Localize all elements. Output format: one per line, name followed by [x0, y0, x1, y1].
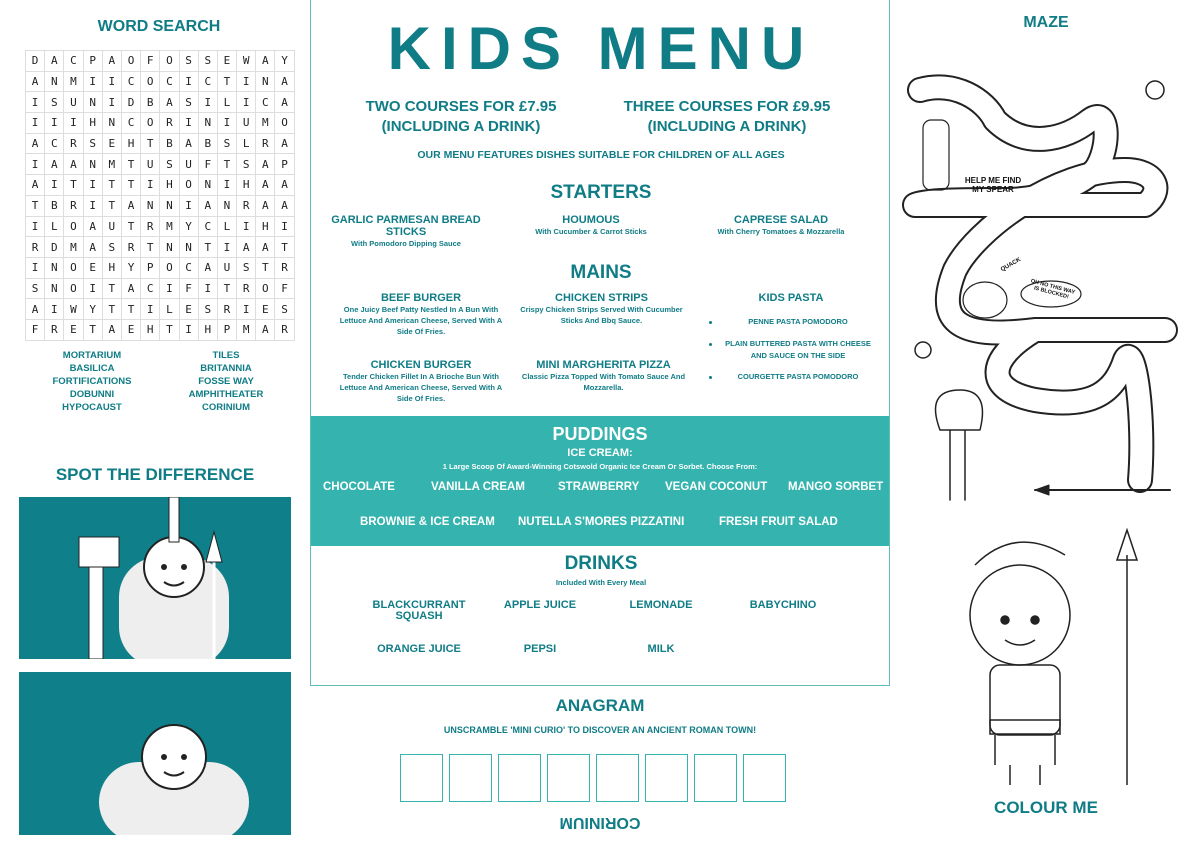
flavour: CHOCOLATE	[323, 481, 395, 493]
mains-heading: MAINS	[570, 262, 632, 283]
grid-cell[interactable]: O	[122, 51, 141, 72]
anagram-letter-box[interactable]	[400, 754, 443, 802]
word-list-item: BRITANNIA	[200, 363, 252, 374]
grid-cell[interactable]: O	[256, 279, 275, 300]
grid-cell[interactable]: I	[218, 113, 237, 134]
grid-cell[interactable]: I	[103, 92, 122, 113]
grid-cell[interactable]: A	[256, 175, 275, 196]
grid-cell[interactable]: I	[218, 175, 237, 196]
grid-cell[interactable]: T	[64, 175, 83, 196]
grid-cell[interactable]: I	[160, 279, 179, 300]
grid-cell[interactable]: C	[45, 134, 64, 155]
colour-me-soldier[interactable]	[955, 525, 1150, 790]
item-name: MINI MARGHERITA PIZZA	[536, 359, 671, 371]
grid-cell[interactable]: H	[237, 175, 256, 196]
starters-heading: STARTERS	[550, 182, 652, 203]
drink: ORANGE JUICE	[377, 643, 461, 655]
grid-cell[interactable]: H	[199, 320, 218, 341]
word-search-list	[25, 350, 293, 413]
quack-text: QUACK	[999, 256, 1023, 274]
grid-cell[interactable]: I	[180, 113, 199, 134]
spot-difference-title: SPOT THE DIFFERENCE	[55, 465, 255, 484]
grid-cell[interactable]: R	[45, 320, 64, 341]
grid-cell[interactable]: P	[275, 154, 294, 175]
grid-cell[interactable]: O	[141, 72, 160, 93]
grid-cell[interactable]: S	[26, 279, 45, 300]
grid-cell[interactable]: S	[180, 92, 199, 113]
item-desc: Classic Pizza Topped With Tomato Sauce And Mozzarella.	[521, 372, 686, 392]
grid-cell[interactable]: R	[160, 113, 179, 134]
grid-cell[interactable]: R	[237, 196, 256, 217]
item-name: CAPRESE SALAD	[733, 214, 829, 226]
grid-cell[interactable]: I	[275, 217, 294, 238]
drinks-note: Included With Every Meal	[555, 578, 647, 587]
drink: MILK	[647, 643, 675, 655]
grid-cell[interactable]: O	[141, 113, 160, 134]
grid-cell[interactable]: T	[141, 237, 160, 258]
grid-cell[interactable]: U	[180, 154, 199, 175]
grid-cell[interactable]: I	[237, 92, 256, 113]
grid-cell[interactable]: T	[256, 258, 275, 279]
menu-tagline: OUR MENU FEATURES DISHES SUITABLE FOR CHILDREN OF ALL AGES	[417, 149, 785, 161]
grid-cell[interactable]: E	[84, 258, 103, 279]
grid-cell[interactable]: O	[64, 217, 83, 238]
menu-panel	[310, 0, 890, 686]
grid-cell[interactable]: P	[218, 320, 237, 341]
grid-cell[interactable]: S	[199, 51, 218, 72]
grid-cell[interactable]: N	[218, 196, 237, 217]
three-course-price	[607, 97, 847, 137]
grid-cell[interactable]: T	[84, 320, 103, 341]
grid-cell[interactable]: M	[64, 72, 83, 93]
grid-cell[interactable]: H	[141, 320, 160, 341]
grid-cell[interactable]: T	[103, 299, 122, 320]
grid-cell[interactable]: H	[84, 113, 103, 134]
grid-cell[interactable]: A	[275, 196, 294, 217]
maze-title: MAZE	[1023, 14, 1069, 31]
word-list-item: BASILICA	[69, 363, 115, 374]
grid-cell[interactable]: I	[237, 217, 256, 238]
grid-cell[interactable]: B	[45, 196, 64, 217]
grid-cell[interactable]: T	[275, 237, 294, 258]
grid-cell[interactable]: R	[122, 237, 141, 258]
grid-cell[interactable]: T	[141, 134, 160, 155]
grid-cell[interactable]: T	[103, 279, 122, 300]
grid-cell[interactable]: A	[26, 299, 45, 320]
grid-cell[interactable]: N	[45, 279, 64, 300]
grid-cell[interactable]: H	[160, 175, 179, 196]
flavour: STRAWBERRY	[558, 481, 640, 493]
word-search-grid[interactable]	[25, 50, 295, 341]
grid-cell[interactable]: R	[275, 320, 294, 341]
grid-cell[interactable]: N	[256, 72, 275, 93]
grid-cell[interactable]: U	[237, 113, 256, 134]
grid-cell[interactable]: F	[275, 279, 294, 300]
anagram-letter-box[interactable]	[547, 754, 590, 802]
grid-cell[interactable]: U	[218, 258, 237, 279]
dessert: BROWNIE & ICE CREAM	[360, 516, 495, 528]
grid-cell[interactable]: M	[64, 237, 83, 258]
grid-cell[interactable]: A	[160, 92, 179, 113]
grid-cell[interactable]: I	[180, 320, 199, 341]
grid-cell[interactable]: F	[180, 279, 199, 300]
ice-cream-desc: 1 Large Scoop Of Award-Winning Cotswold Organic Ice Cream Or Sorbet. Choose From:	[442, 462, 758, 471]
grid-cell[interactable]: B	[199, 134, 218, 155]
grid-cell[interactable]: W	[237, 51, 256, 72]
grid-cell[interactable]: E	[218, 51, 237, 72]
grid-cell[interactable]: N	[141, 196, 160, 217]
grid-cell[interactable]: A	[256, 154, 275, 175]
grid-cell[interactable]: H	[256, 217, 275, 238]
anagram-letter-box[interactable]	[743, 754, 786, 802]
grid-cell[interactable]: R	[275, 258, 294, 279]
drink: LEMONADE	[629, 599, 693, 611]
grid-cell[interactable]: R	[64, 196, 83, 217]
grid-cell[interactable]: A	[199, 258, 218, 279]
grid-cell[interactable]: O	[160, 51, 179, 72]
menu-title: KIDS MENU	[387, 15, 815, 82]
dessert: FRESH FRUIT SALAD	[719, 516, 838, 528]
grid-cell[interactable]: I	[84, 72, 103, 93]
grid-cell[interactable]: D	[45, 237, 64, 258]
maze-speech: HELP ME FIND MY SPEAR	[964, 176, 1022, 194]
grid-cell[interactable]: W	[64, 299, 83, 320]
grid-cell[interactable]: N	[103, 113, 122, 134]
grid-cell[interactable]: I	[103, 72, 122, 93]
word-list-item: DOBUNNI	[69, 389, 115, 400]
dessert: NUTELLA S'MORES PIZZATINI	[518, 516, 685, 528]
grid-cell[interactable]: C	[64, 51, 83, 72]
anagram-instruction: UNSCRAMBLE 'MINI CURIO' TO DISCOVER AN ANCIENT ROMAN TOWN!	[443, 725, 757, 735]
grid-cell[interactable]: S	[160, 154, 179, 175]
grid-cell[interactable]: I	[199, 92, 218, 113]
price-note: (INCLUDING A DRINK)	[381, 118, 541, 135]
grid-cell[interactable]: H	[103, 258, 122, 279]
grid-cell[interactable]: A	[64, 154, 83, 175]
grid-cell[interactable]: A	[256, 237, 275, 258]
grid-cell[interactable]: H	[122, 134, 141, 155]
item-desc: With Cucumber & Carrot Sticks	[535, 227, 647, 236]
grid-cell[interactable]: N	[84, 154, 103, 175]
grid-cell[interactable]: A	[275, 134, 294, 155]
grid-cell[interactable]: N	[180, 237, 199, 258]
grid-cell[interactable]: I	[64, 113, 83, 134]
puddings-section	[311, 416, 889, 546]
grid-cell[interactable]: I	[180, 72, 199, 93]
word-list-item: HYPOCAUST	[62, 402, 122, 413]
grid-cell[interactable]: E	[64, 320, 83, 341]
grid-cell[interactable]: L	[218, 92, 237, 113]
grid-cell[interactable]: I	[26, 217, 45, 238]
item-name: CHICKEN BURGER	[370, 359, 472, 371]
kids-pasta	[696, 292, 886, 304]
grid-cell[interactable]: E	[256, 299, 275, 320]
grid-cell[interactable]: Y	[180, 217, 199, 238]
grid-cell[interactable]: R	[237, 279, 256, 300]
grid-cell[interactable]: I	[45, 299, 64, 320]
grid-cell[interactable]: N	[84, 92, 103, 113]
grid-cell[interactable]: O	[160, 258, 179, 279]
grid-cell[interactable]: A	[256, 51, 275, 72]
main-item	[331, 359, 511, 404]
grid-cell[interactable]: D	[122, 92, 141, 113]
grid-cell[interactable]: F	[199, 154, 218, 175]
puddings-heading: PUDDINGS	[552, 424, 648, 444]
grid-cell[interactable]: T	[199, 237, 218, 258]
drink: PEPSI	[523, 643, 557, 655]
item-desc: One Juicy Beef Patty Nestled In A Bun With Lettuce And American Cheese, Served With A Side Of Fries.	[339, 305, 503, 336]
grid-cell[interactable]: A	[103, 51, 122, 72]
grid-cell[interactable]: P	[84, 51, 103, 72]
flavour: MANGO SORBET	[788, 481, 884, 493]
item-name: CHICKEN STRIPS	[555, 292, 648, 304]
grid-cell[interactable]: T	[218, 72, 237, 93]
drink: APPLE JUICE	[503, 599, 577, 611]
grid-cell[interactable]: R	[64, 134, 83, 155]
grid-cell[interactable]: S	[84, 134, 103, 155]
colour-me-title: COLOUR ME	[994, 798, 1098, 817]
grid-cell[interactable]: I	[26, 154, 45, 175]
grid-cell[interactable]: C	[122, 113, 141, 134]
grid-cell[interactable]: I	[237, 299, 256, 320]
grid-cell[interactable]: I	[26, 258, 45, 279]
grid-cell[interactable]: T	[103, 175, 122, 196]
grid-cell[interactable]: N	[199, 113, 218, 134]
grid-cell[interactable]: S	[275, 299, 294, 320]
grid-cell[interactable]: D	[26, 51, 45, 72]
grid-cell[interactable]: O	[275, 113, 294, 134]
price-note: (INCLUDING A DRINK)	[647, 118, 807, 135]
grid-cell[interactable]: I	[45, 175, 64, 196]
grid-cell[interactable]: I	[26, 113, 45, 134]
grid-cell[interactable]: O	[64, 279, 83, 300]
grid-cell[interactable]: A	[122, 279, 141, 300]
grid-cell[interactable]: S	[237, 258, 256, 279]
grid-cell[interactable]: L	[237, 134, 256, 155]
grid-cell[interactable]: O	[180, 175, 199, 196]
grid-cell[interactable]: I	[84, 175, 103, 196]
grid-cell[interactable]: T	[160, 320, 179, 341]
grid-cell[interactable]: Y	[275, 51, 294, 72]
grid-cell[interactable]: N	[160, 237, 179, 258]
grid-cell[interactable]: T	[122, 154, 141, 175]
word-search-title: WORD SEARCH	[97, 18, 221, 35]
grid-cell[interactable]: L	[218, 217, 237, 238]
grid-cell[interactable]: A	[275, 92, 294, 113]
grid-cell[interactable]: E	[122, 320, 141, 341]
grid-cell[interactable]: A	[199, 196, 218, 217]
grid-cell[interactable]: A	[256, 196, 275, 217]
spot-difference-image-2	[19, 672, 291, 835]
starter-item	[326, 214, 486, 249]
grid-cell[interactable]: T	[122, 217, 141, 238]
blocked-text: OH NO THIS WAY IS BLOCKED!	[1029, 278, 1076, 301]
grid-cell[interactable]: I	[141, 175, 160, 196]
grid-cell[interactable]: C	[122, 72, 141, 93]
grid-cell[interactable]: T	[218, 279, 237, 300]
grid-cell[interactable]: A	[84, 237, 103, 258]
item-desc: With Pomodoro Dipping Sauce	[351, 239, 461, 248]
grid-cell[interactable]: S	[218, 134, 237, 155]
grid-cell[interactable]: L	[160, 299, 179, 320]
pasta-option: PLAIN BUTTERED PASTA WITH CHEESE AND SAUCE ON THE SIDE	[723, 338, 873, 362]
grid-cell[interactable]: A	[84, 217, 103, 238]
grid-cell[interactable]: L	[45, 217, 64, 238]
grid-cell[interactable]: R	[256, 134, 275, 155]
grid-cell[interactable]: O	[64, 258, 83, 279]
grid-cell[interactable]: N	[45, 72, 64, 93]
grid-cell[interactable]: A	[26, 175, 45, 196]
flavour: VANILLA CREAM	[431, 481, 525, 493]
grid-cell[interactable]: A	[45, 154, 64, 175]
grid-cell[interactable]: Y	[122, 258, 141, 279]
word-list-item: CORINIUM	[201, 402, 251, 413]
grid-cell[interactable]: F	[141, 51, 160, 72]
grid-cell[interactable]: A	[256, 320, 275, 341]
grid-cell[interactable]: F	[26, 320, 45, 341]
grid-cell[interactable]: I	[180, 196, 199, 217]
grid-cell[interactable]: Y	[84, 299, 103, 320]
grid-cell[interactable]: C	[199, 72, 218, 93]
word-list-item: AMPHITHEATER	[188, 389, 264, 400]
grid-cell[interactable]: C	[199, 217, 218, 238]
grid-cell[interactable]: N	[45, 258, 64, 279]
grid-cell[interactable]: P	[141, 258, 160, 279]
anagram-answer-upside-down: CORINIUM	[559, 814, 641, 831]
drink: BABYCHINO	[749, 599, 817, 611]
main-item	[516, 359, 691, 393]
grid-cell[interactable]: A	[103, 320, 122, 341]
grid-cell[interactable]: U	[103, 217, 122, 238]
starter-item	[506, 214, 676, 237]
word-list-item: MORTARIUM	[62, 350, 122, 361]
pasta-option: PENNE PASTA POMODORO	[723, 316, 873, 328]
grid-cell[interactable]: N	[160, 196, 179, 217]
grid-cell[interactable]: T	[122, 299, 141, 320]
price-text: TWO COURSES FOR £7.95	[365, 98, 557, 115]
flavour: VEGAN COCONUT	[665, 481, 768, 493]
item-desc: Tender Chicken Fillet In A Brioche Bun With Lettuce And American Cheese, Served With A Side Of Fries.	[339, 372, 503, 403]
grid-cell[interactable]: I	[26, 92, 45, 113]
grid-cell[interactable]: B	[141, 92, 160, 113]
drink: BLACKCURRANT SQUASH	[372, 599, 466, 622]
grid-cell[interactable]: A	[26, 134, 45, 155]
main-item	[331, 292, 511, 337]
word-list-item: FORTIFICATIONS	[52, 376, 132, 387]
grid-cell[interactable]: C	[141, 279, 160, 300]
grid-cell[interactable]: A	[180, 134, 199, 155]
grid-cell[interactable]: M	[160, 217, 179, 238]
grid-cell[interactable]: I	[84, 279, 103, 300]
grid-cell[interactable]: C	[256, 92, 275, 113]
grid-cell[interactable]: A	[275, 175, 294, 196]
grid-cell[interactable]: I	[237, 72, 256, 93]
grid-cell[interactable]: A	[26, 72, 45, 93]
item-name: GARLIC PARMESAN BREAD STICKS	[331, 214, 481, 238]
drinks-heading: DRINKS	[564, 553, 638, 574]
item-desc: Crispy Chicken Strips Served With Cucumber Sticks And Bbq Sauce.	[520, 305, 683, 325]
starter-item	[686, 214, 876, 237]
grid-cell[interactable]: T	[218, 154, 237, 175]
grid-cell[interactable]: I	[218, 237, 237, 258]
grid-cell[interactable]: E	[103, 134, 122, 155]
item-name: BEEF BURGER	[380, 292, 462, 304]
grid-cell[interactable]: I	[84, 196, 103, 217]
ice-cream-title: ICE CREAM:	[567, 447, 633, 459]
grid-cell[interactable]: I	[199, 279, 218, 300]
grid-cell[interactable]: S	[45, 92, 64, 113]
anagram-letter-box[interactable]	[645, 754, 688, 802]
anagram-letter-box[interactable]	[449, 754, 492, 802]
word-list-item: TILES	[212, 350, 240, 361]
grid-cell[interactable]: T	[122, 175, 141, 196]
grid-cell[interactable]: M	[256, 113, 275, 134]
grid-cell[interactable]: R	[218, 299, 237, 320]
grid-cell[interactable]: I	[141, 299, 160, 320]
grid-cell[interactable]: R	[141, 217, 160, 238]
grid-cell[interactable]: A	[275, 72, 294, 93]
grid-cell[interactable]: A	[237, 237, 256, 258]
grid-cell[interactable]: N	[199, 175, 218, 196]
item-name: KIDS PASTA	[758, 292, 824, 304]
anagram-title: ANAGRAM	[555, 696, 645, 715]
grid-cell[interactable]: T	[103, 196, 122, 217]
spot-difference-image-1	[19, 497, 291, 659]
grid-cell[interactable]: C	[180, 258, 199, 279]
grid-cell[interactable]: E	[180, 299, 199, 320]
grid-cell[interactable]: S	[199, 299, 218, 320]
word-list-item: FOSSE WAY	[198, 376, 254, 387]
pasta-option: COURGETTE PASTA POMODORO	[723, 371, 873, 383]
grid-cell[interactable]: M	[237, 320, 256, 341]
grid-cell[interactable]: A	[122, 196, 141, 217]
item-desc: With Cherry Tomatoes & Mozzarella	[717, 227, 845, 236]
price-text: THREE COURSES FOR £9.95	[623, 98, 831, 115]
item-name: HOUMOUS	[562, 214, 620, 226]
grid-cell[interactable]: T	[26, 196, 45, 217]
grid-cell[interactable]: S	[103, 237, 122, 258]
main-item	[519, 292, 684, 326]
anagram-letter-box[interactable]	[694, 754, 737, 802]
grid-cell[interactable]: U	[141, 154, 160, 175]
grid-cell[interactable]: A	[45, 51, 64, 72]
anagram-letter-box[interactable]	[596, 754, 639, 802]
grid-cell[interactable]: B	[160, 134, 179, 155]
grid-cell[interactable]: M	[103, 154, 122, 175]
grid-cell[interactable]: S	[180, 51, 199, 72]
anagram-letter-box[interactable]	[498, 754, 541, 802]
grid-cell[interactable]: I	[45, 113, 64, 134]
grid-cell[interactable]: R	[26, 237, 45, 258]
grid-cell[interactable]: U	[64, 92, 83, 113]
grid-cell[interactable]: S	[237, 154, 256, 175]
two-course-price	[341, 97, 581, 137]
grid-cell[interactable]: C	[160, 72, 179, 93]
